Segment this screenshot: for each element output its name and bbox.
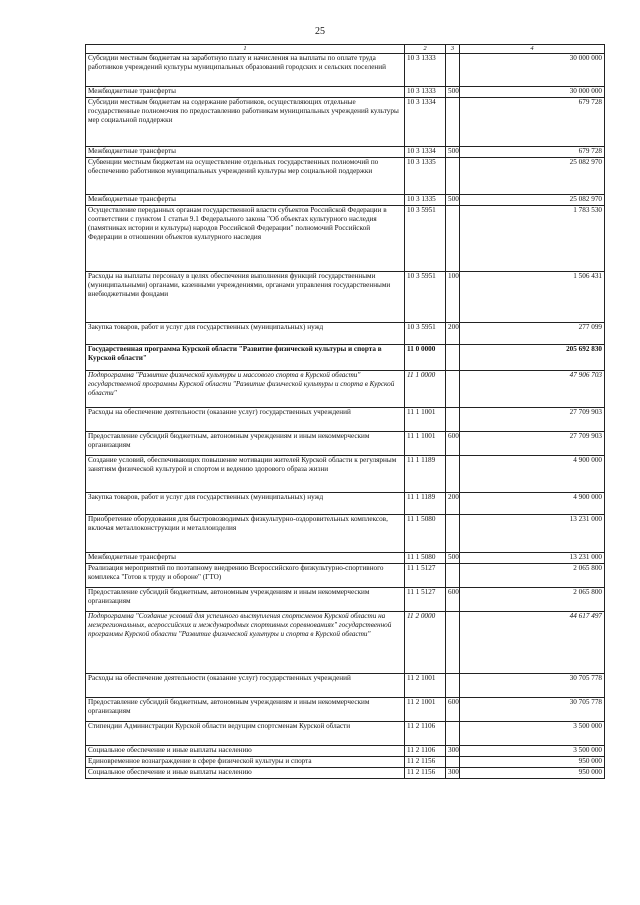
table-row (86, 158, 605, 195)
row-vr-cell: 600 (446, 698, 460, 722)
row-csr-cell: 10 3 1333 (405, 54, 446, 87)
row-vr-cell: 300 (446, 768, 460, 779)
row-csr-cell: 10 3 5951 (405, 323, 446, 345)
row-vr-cell (446, 456, 460, 493)
table-row (86, 432, 605, 456)
row-name-cell: Субвенции местным бюджетам на осуществление отдельных государственных полномочий по обеспечению работников муниципальных учреждений культуры мер социальной поддержки (86, 158, 405, 195)
row-sum-cell: 2 065 800 (460, 564, 605, 588)
table-row (86, 195, 605, 206)
table-row (86, 612, 605, 674)
table-row (86, 698, 605, 722)
row-name-cell: Реализация мероприятий по поэтапному внедрению Всероссийского физкультурно-спортивного комплекса "Готов к труду и обороне" (ГТО) (86, 564, 405, 588)
row-sum-cell: 47 906 703 (460, 371, 605, 408)
row-vr-cell: 200 (446, 323, 460, 345)
budget-table (85, 44, 605, 779)
row-name-cell: Приобретение оборудования для быстровозводимых физкультурно-оздоровительных комплексов, включая металлоконструкции и металлоизделия (86, 515, 405, 553)
row-name-cell: Подпрограмма "Создание условий для успешного выступления спортсменов Курской области на межрегиональных, всероссийских и международных спортивных соревнованиях" государственной программы Курской области "Развитие физической культуры и спорта в Курской области" (86, 612, 405, 674)
row-name-cell: Создание условий, обеспечивающих повышение мотивации жителей Курской области к регулярным занятиям физической культурой и спортом и ведению здорового образа жизни (86, 456, 405, 493)
row-sum-cell: 277 099 (460, 323, 605, 345)
row-csr-cell: 11 2 1106 (405, 746, 446, 757)
row-sum-cell: 13 231 000 (460, 515, 605, 553)
row-sum-cell: 13 231 000 (460, 553, 605, 564)
row-name-cell: Социальное обеспечение и иные выплаты населению (86, 768, 405, 779)
header-col-1: 1 (86, 45, 405, 54)
row-csr-cell: 10 3 1335 (405, 195, 446, 206)
row-vr-cell (446, 408, 460, 432)
row-vr-cell: 500 (446, 87, 460, 98)
row-name-cell: Единовременное вознаграждение в сфере физической культуры и спорта (86, 757, 405, 768)
row-csr-cell: 11 2 0000 (405, 612, 446, 674)
row-sum-cell: 2 065 800 (460, 588, 605, 612)
row-vr-cell: 600 (446, 588, 460, 612)
table-row (86, 371, 605, 408)
row-sum-cell: 4 900 000 (460, 493, 605, 515)
row-vr-cell (446, 722, 460, 746)
row-csr-cell: 11 1 1001 (405, 432, 446, 456)
table-row (86, 674, 605, 698)
row-vr-cell (446, 206, 460, 272)
row-sum-cell: 27 709 903 (460, 432, 605, 456)
table-row (86, 54, 605, 87)
table-row (86, 493, 605, 515)
table-row (86, 588, 605, 612)
row-vr-cell (446, 564, 460, 588)
row-sum-cell: 44 617 497 (460, 612, 605, 674)
row-csr-cell: 11 1 5080 (405, 553, 446, 564)
row-name-cell: Подпрограмма "Развитие физической культуры и массового спорта в Курской области" государственной программы Курской области "Развитие физической культуры и спорта в Курской области" (86, 371, 405, 408)
row-sum-cell: 30 000 000 (460, 87, 605, 98)
row-name-cell: Межбюджетные трансферты (86, 147, 405, 158)
row-sum-cell: 1 783 530 (460, 206, 605, 272)
table-row (86, 722, 605, 746)
row-name-cell: Предоставление субсидий бюджетным, автономным учреждениям и иным некоммерческим организациям (86, 698, 405, 722)
row-csr-cell: 10 3 1334 (405, 98, 446, 147)
table-row (86, 564, 605, 588)
row-csr-cell: 11 2 1106 (405, 722, 446, 746)
row-name-cell: Предоставление субсидий бюджетным, автономным учреждениям и иным некоммерческим организациям (86, 432, 405, 456)
row-name-cell: Расходы на обеспечение деятельности (оказание услуг) государственных учреждений (86, 408, 405, 432)
row-vr-cell (446, 54, 460, 87)
table-row (86, 757, 605, 768)
row-csr-cell: 10 3 5951 (405, 272, 446, 323)
row-csr-cell: 11 1 5127 (405, 588, 446, 612)
table-row (86, 323, 605, 345)
row-vr-cell: 500 (446, 195, 460, 206)
row-csr-cell: 11 2 1001 (405, 674, 446, 698)
row-csr-cell: 10 3 1334 (405, 147, 446, 158)
row-vr-cell (446, 515, 460, 553)
row-sum-cell: 30 705 778 (460, 674, 605, 698)
table-row (86, 456, 605, 493)
row-sum-cell: 679 728 (460, 98, 605, 147)
row-csr-cell: 11 2 1156 (405, 757, 446, 768)
row-sum-cell: 1 506 431 (460, 272, 605, 323)
table-row (86, 345, 605, 371)
row-csr-cell: 11 0 0000 (405, 345, 446, 371)
row-name-cell: Межбюджетные трансферты (86, 87, 405, 98)
table-row (86, 87, 605, 98)
budget-table-body (86, 45, 605, 779)
row-sum-cell: 3 500 000 (460, 722, 605, 746)
row-name-cell: Межбюджетные трансферты (86, 195, 405, 206)
row-csr-cell: 11 1 5127 (405, 564, 446, 588)
row-csr-cell: 11 1 1001 (405, 408, 446, 432)
header-col-3: 3 (446, 45, 460, 54)
row-csr-cell: 11 1 1189 (405, 456, 446, 493)
table-row (86, 408, 605, 432)
row-name-cell: Социальное обеспечение и иные выплаты населению (86, 746, 405, 757)
row-vr-cell (446, 345, 460, 371)
row-vr-cell: 500 (446, 553, 460, 564)
row-name-cell: Субсидии местным бюджетам на заработную плату и начисления на выплаты по оплате труда работников учреждений культуры муниципальных образований городских и сельских поселений (86, 54, 405, 87)
table-row (86, 147, 605, 158)
row-csr-cell: 11 1 5080 (405, 515, 446, 553)
row-csr-cell: 11 1 0000 (405, 371, 446, 408)
row-vr-cell (446, 612, 460, 674)
row-csr-cell: 11 2 1156 (405, 768, 446, 779)
row-vr-cell (446, 98, 460, 147)
row-sum-cell: 25 082 970 (460, 195, 605, 206)
table-row (86, 768, 605, 779)
row-name-cell: Закупка товаров, работ и услуг для государственных (муниципальных) нужд (86, 493, 405, 515)
row-name-cell: Расходы на выплаты персоналу в целях обеспечения выполнения функций государственными (муниципальными) органами, казенными учреждениями, органами управления государственными внебюджетными фондами (86, 272, 405, 323)
row-sum-cell: 27 709 903 (460, 408, 605, 432)
row-sum-cell: 205 692 830 (460, 345, 605, 371)
row-name-cell: Межбюджетные трансферты (86, 553, 405, 564)
row-csr-cell: 10 3 5951 (405, 206, 446, 272)
table-row (86, 746, 605, 757)
row-vr-cell (446, 674, 460, 698)
row-vr-cell: 500 (446, 147, 460, 158)
header-col-4: 4 (460, 45, 605, 54)
page-number: 25 (315, 26, 325, 37)
row-vr-cell: 300 (446, 746, 460, 757)
row-vr-cell: 600 (446, 432, 460, 456)
table-header-row (86, 45, 605, 54)
row-name-cell: Осуществление переданных органам государственной власти субъектов Российской Федерации в соответствии с пунктом 1 статьи 9.1 Федерального закона "Об объектах культурного наследия (памятниках истории и культуры) народов Российской Федерации" полномочий Российской Федерации в отношении объектов культурного наследия (86, 206, 405, 272)
row-name-cell: Стипендии Администрации Курской области ведущим спортсменам Курской области (86, 722, 405, 746)
row-csr-cell: 11 1 1189 (405, 493, 446, 515)
table-row (86, 553, 605, 564)
row-vr-cell (446, 158, 460, 195)
row-sum-cell: 25 082 970 (460, 158, 605, 195)
table-row (86, 98, 605, 147)
row-sum-cell: 30 705 778 (460, 698, 605, 722)
table-row (86, 206, 605, 272)
row-sum-cell: 679 728 (460, 147, 605, 158)
row-vr-cell (446, 371, 460, 408)
row-name-cell: Предоставление субсидий бюджетным, автономным учреждениям и иным некоммерческим организациям (86, 588, 405, 612)
row-name-cell: Закупка товаров, работ и услуг для государственных (муниципальных) нужд (86, 323, 405, 345)
row-sum-cell: 950 000 (460, 768, 605, 779)
row-name-cell: Государственная программа Курской области "Развитие физической культуры и спорта в Курской области" (86, 345, 405, 371)
row-sum-cell: 3 500 000 (460, 746, 605, 757)
row-name-cell: Расходы на обеспечение деятельности (оказание услуг) государственных учреждений (86, 674, 405, 698)
row-csr-cell: 10 3 1333 (405, 87, 446, 98)
row-csr-cell: 11 2 1001 (405, 698, 446, 722)
table-row (86, 272, 605, 323)
row-vr-cell (446, 757, 460, 768)
row-sum-cell: 4 900 000 (460, 456, 605, 493)
row-vr-cell: 100 (446, 272, 460, 323)
row-csr-cell: 10 3 1335 (405, 158, 446, 195)
row-name-cell: Субсидии местным бюджетам на содержание работников, осуществляющих отдельные государственные полномочия по предоставлению работникам муниципальных учреждений культуры мер социальной поддержки (86, 98, 405, 147)
row-sum-cell: 30 000 000 (460, 54, 605, 87)
table-row (86, 515, 605, 553)
row-vr-cell: 200 (446, 493, 460, 515)
row-sum-cell: 950 000 (460, 757, 605, 768)
header-col-2: 2 (405, 45, 446, 54)
